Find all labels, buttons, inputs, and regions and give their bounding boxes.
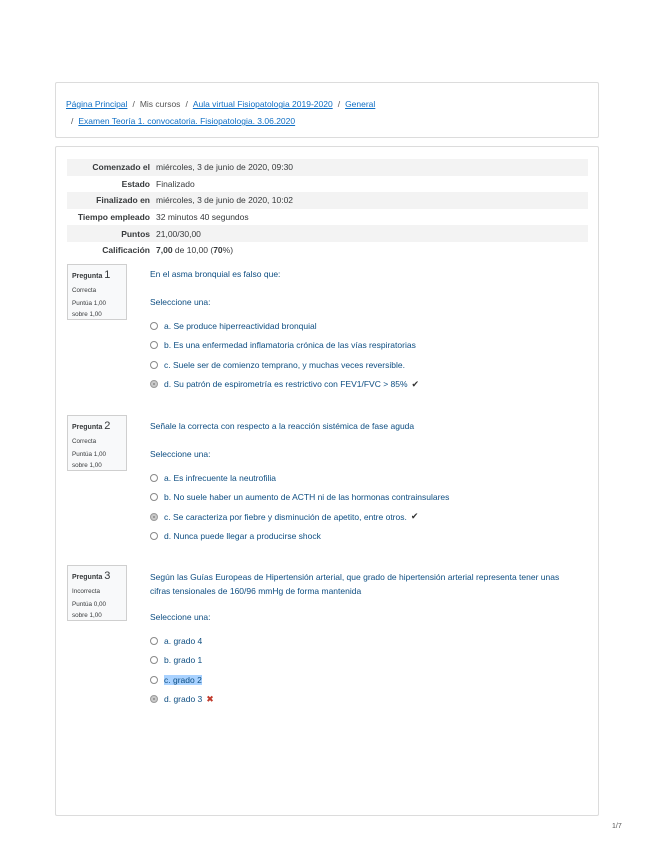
question-2-content — [150, 419, 580, 546]
breadcrumb-section-link[interactable]: General — [345, 99, 376, 109]
radio-button[interactable] — [150, 637, 158, 645]
summary-label: Calificación — [102, 245, 150, 256]
question-3-info — [67, 565, 127, 621]
radio-button[interactable] — [150, 341, 158, 349]
breadcrumb-course-link[interactable]: Aula virtual Fisiopatologia 2019-2020 — [192, 99, 333, 109]
summary-value: Finalizado — [156, 178, 195, 189]
select-prompt: Seleccione una: — [150, 612, 211, 622]
breadcrumb-exam-link[interactable]: Examen Teoría 1. convocatoria. Fisiopatologia. 3.06.2020 — [78, 116, 296, 126]
answer-option[interactable]: b. grado 1 — [150, 651, 580, 671]
summary-row-finished — [67, 192, 588, 209]
summary-value: miércoles, 3 de junio de 2020, 10:02 — [156, 195, 294, 206]
answer-options — [150, 468, 580, 546]
summary-row-state — [67, 176, 588, 193]
highlighted-text: c. grado 2 — [164, 674, 202, 685]
answer-option-selected[interactable]: d. grado 3 ✖ — [150, 690, 580, 710]
radio-button[interactable] — [150, 656, 158, 664]
summary-label: Comenzado el — [92, 162, 150, 173]
radio-button[interactable] — [150, 676, 158, 684]
question-max-score: sobre 1,00 — [72, 311, 102, 319]
question-3-content — [150, 570, 580, 709]
summary-row-points — [67, 225, 588, 242]
answer-option-selected[interactable]: d. Su patrón de espirometría es restrictivo con FEV1/FVC > 85% ✔ — [150, 375, 580, 395]
question-number: Pregunta 3 — [72, 570, 111, 582]
correct-check-icon: ✔ — [411, 378, 420, 389]
answer-option[interactable]: b. No suele haber un aumento de ACTH ni de las hormonas contrainsulares — [150, 488, 580, 508]
incorrect-cross-icon: ✖ — [206, 693, 214, 704]
radio-button[interactable] — [150, 474, 158, 482]
summary-label: Estado — [121, 178, 150, 189]
correct-check-icon: ✔ — [410, 511, 419, 522]
radio-button[interactable] — [150, 322, 158, 330]
summary-value: 32 minutos 40 segundos — [156, 212, 249, 223]
answer-option[interactable]: d. Nunca puede llegar a producirse shock — [150, 527, 580, 547]
breadcrumb — [55, 82, 599, 138]
question-score: Puntúa 1,00 — [72, 299, 106, 307]
answer-options — [150, 631, 580, 709]
question-text: Según las Guías Europeas de Hipertensión arterial, que grado de hipertensión arterial representa tener unas cifras tensionales de 160/96 mmHg de forma mantenida — [150, 572, 560, 596]
question-1-info — [67, 264, 127, 320]
summary-value — [156, 242, 588, 259]
question-number: Pregunta 1 — [72, 269, 111, 281]
page-number: 1/7 — [612, 823, 622, 830]
breadcrumb-separator: / — [185, 99, 188, 109]
question-score: Puntúa 0,00 — [72, 600, 106, 608]
question-2-info — [67, 415, 127, 471]
summary-label: Puntos — [121, 228, 150, 239]
summary-row-time-taken — [67, 209, 588, 226]
grade-value: 7,00 — [156, 245, 173, 256]
question-state: Incorrecta — [72, 587, 100, 595]
grade-of-max: de 10,00 ( — [172, 245, 214, 256]
grade-percent: 70 — [213, 245, 223, 256]
summary-label: Tiempo empleado — [77, 212, 150, 223]
summary-row-started — [67, 159, 588, 176]
question-text: Señale la correcta con respecto a la reacción sistémica de fase aguda — [150, 421, 415, 431]
quiz-review-card — [55, 146, 599, 816]
breadcrumb-my-courses: Mis cursos — [139, 99, 181, 109]
question-1-content — [150, 267, 580, 394]
radio-button-checked[interactable] — [150, 695, 158, 703]
breadcrumb-separator: / — [132, 99, 135, 109]
answer-option[interactable]: a. grado 4 — [150, 631, 580, 651]
summary-row-grade — [67, 242, 588, 259]
radio-button-checked[interactable] — [150, 380, 158, 388]
summary-value: miércoles, 3 de junio de 2020, 09:30 — [156, 162, 294, 173]
question-score: Puntúa 1,00 — [72, 450, 106, 458]
summary-label: Finalizado en — [96, 195, 150, 206]
radio-button[interactable] — [150, 532, 158, 540]
answer-option[interactable]: b. Es una enfermedad inflamatoria crónica de las vías respiratorias — [150, 336, 580, 356]
question-max-score: sobre 1,00 — [72, 612, 102, 620]
attempt-summary-table — [67, 159, 588, 259]
radio-button[interactable] — [150, 493, 158, 501]
question-max-score: sobre 1,00 — [72, 462, 102, 470]
question-text: En el asma bronquial es falso que: — [150, 269, 281, 279]
breadcrumb-home-link[interactable]: Página Principal — [66, 99, 128, 109]
answer-option[interactable]: a. Es infrecuente la neutrofilia — [150, 468, 580, 488]
answer-option[interactable]: c. Suele ser de comienzo temprano, y muchas veces reversible. — [150, 355, 580, 375]
question-state: Correcta — [72, 437, 97, 445]
answer-option-selected[interactable]: c. Se caracteriza por fiebre y disminución de apetito, entre otros. ✔ — [150, 507, 580, 527]
radio-button-checked[interactable] — [150, 513, 158, 521]
radio-button[interactable] — [150, 361, 158, 369]
summary-value: 21,00/30,00 — [156, 228, 201, 239]
question-state: Correcta — [72, 286, 97, 294]
grade-suffix: %) — [222, 245, 234, 256]
answer-option[interactable] — [150, 670, 580, 690]
answer-options — [150, 316, 580, 394]
breadcrumb-separator: / — [337, 99, 341, 109]
select-prompt: Seleccione una: — [150, 449, 211, 459]
breadcrumb-separator: / — [71, 116, 74, 126]
answer-option[interactable]: a. Se produce hiperreactividad bronquial — [150, 316, 580, 336]
select-prompt: Seleccione una: — [150, 297, 211, 307]
question-number: Pregunta 2 — [72, 420, 111, 432]
